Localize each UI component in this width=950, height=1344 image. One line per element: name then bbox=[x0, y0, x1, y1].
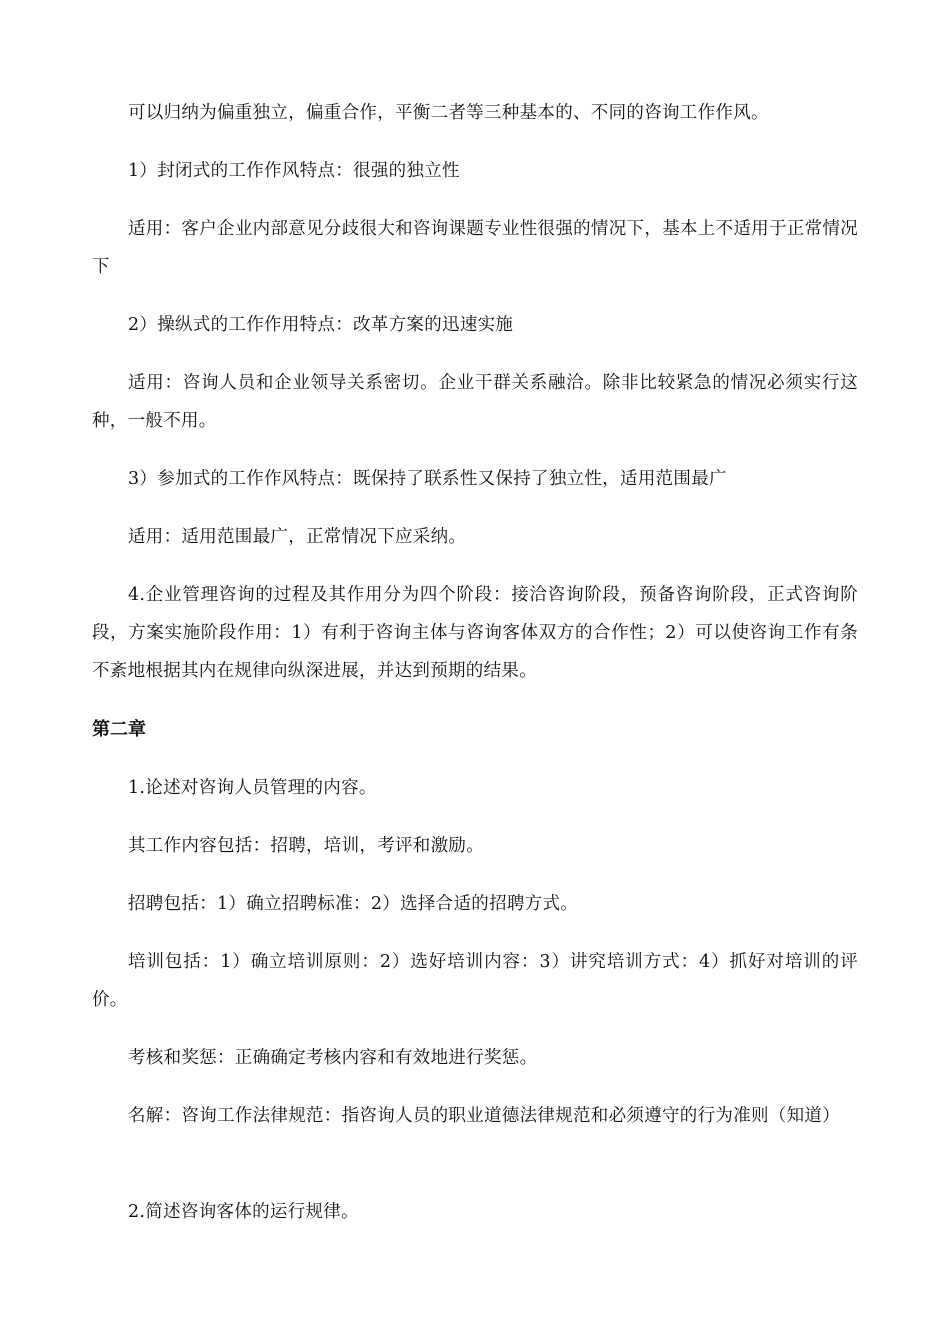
paragraph-participative-applicable: 适用：适用范围最广，正常情况下应采纳。 bbox=[128, 527, 467, 547]
paragraph-closed-style: 1）封闭式的工作作风特点：很强的独立性 bbox=[128, 161, 460, 181]
paragraph-manipulative-applicable: 适用：咨询人员和企业领导关系密切。企业干群关系融洽。除非比较紧急的情况必须实行这种，一般不用。 bbox=[92, 373, 858, 431]
paragraph-recruitment: 招聘包括：1）确立招聘标准：2）选择合适的招聘方式。 bbox=[128, 894, 579, 914]
paragraph-legal-norms-definition: 名解：咨询工作法律规范：指咨询人员的职业道德法律规范和必须遵守的行为准则（知道） bbox=[128, 1106, 840, 1126]
paragraph-work-content: 其工作内容包括：招聘，培训，考评和激励。 bbox=[128, 836, 484, 856]
paragraph-closed-applicable: 适用：客户企业内部意见分歧很大和咨询课题专业性很强的情况下，基本上不适用于正常情况下 bbox=[92, 219, 858, 277]
paragraph-consulting-process: 4.企业管理咨询的过程及其作用分为四个阶段：接洽咨询阶段，预备咨询阶段，正式咨询阶段，方案实施阶段作用：1）有利于咨询主体与咨询客体双方的合作性；2）可以使咨询工作有条不紊地根据其内在规律向纵深进展，并达到预期的结果。 bbox=[92, 585, 858, 681]
paragraph-client-operation-question: 2.简述咨询客体的运行规律。 bbox=[128, 1202, 359, 1222]
paragraph-training: 培训包括：1）确立培训原则：2）选好培训内容：3）讲究培训方式：4）抓好对培训的评价。 bbox=[92, 952, 858, 1010]
paragraph-assessment: 考核和奖惩：正确确定考核内容和有效地进行奖惩。 bbox=[128, 1048, 538, 1068]
paragraph-participative-style: 3）参加式的工作作风特点：既保持了联系性又保持了独立性，适用范围最广 bbox=[128, 469, 727, 489]
paragraph-work-style-intro: 可以归纳为偏重独立，偏重合作，平衡二者等三种基本的、不同的咨询工作作风。 bbox=[128, 103, 769, 123]
chapter-heading: 第二章 bbox=[92, 719, 146, 740]
paragraph-staff-management-question: 1.论述对咨询人员管理的内容。 bbox=[128, 778, 377, 798]
paragraph-manipulative-style: 2）操纵式的工作作用特点：改革方案的迅速实施 bbox=[128, 315, 514, 335]
